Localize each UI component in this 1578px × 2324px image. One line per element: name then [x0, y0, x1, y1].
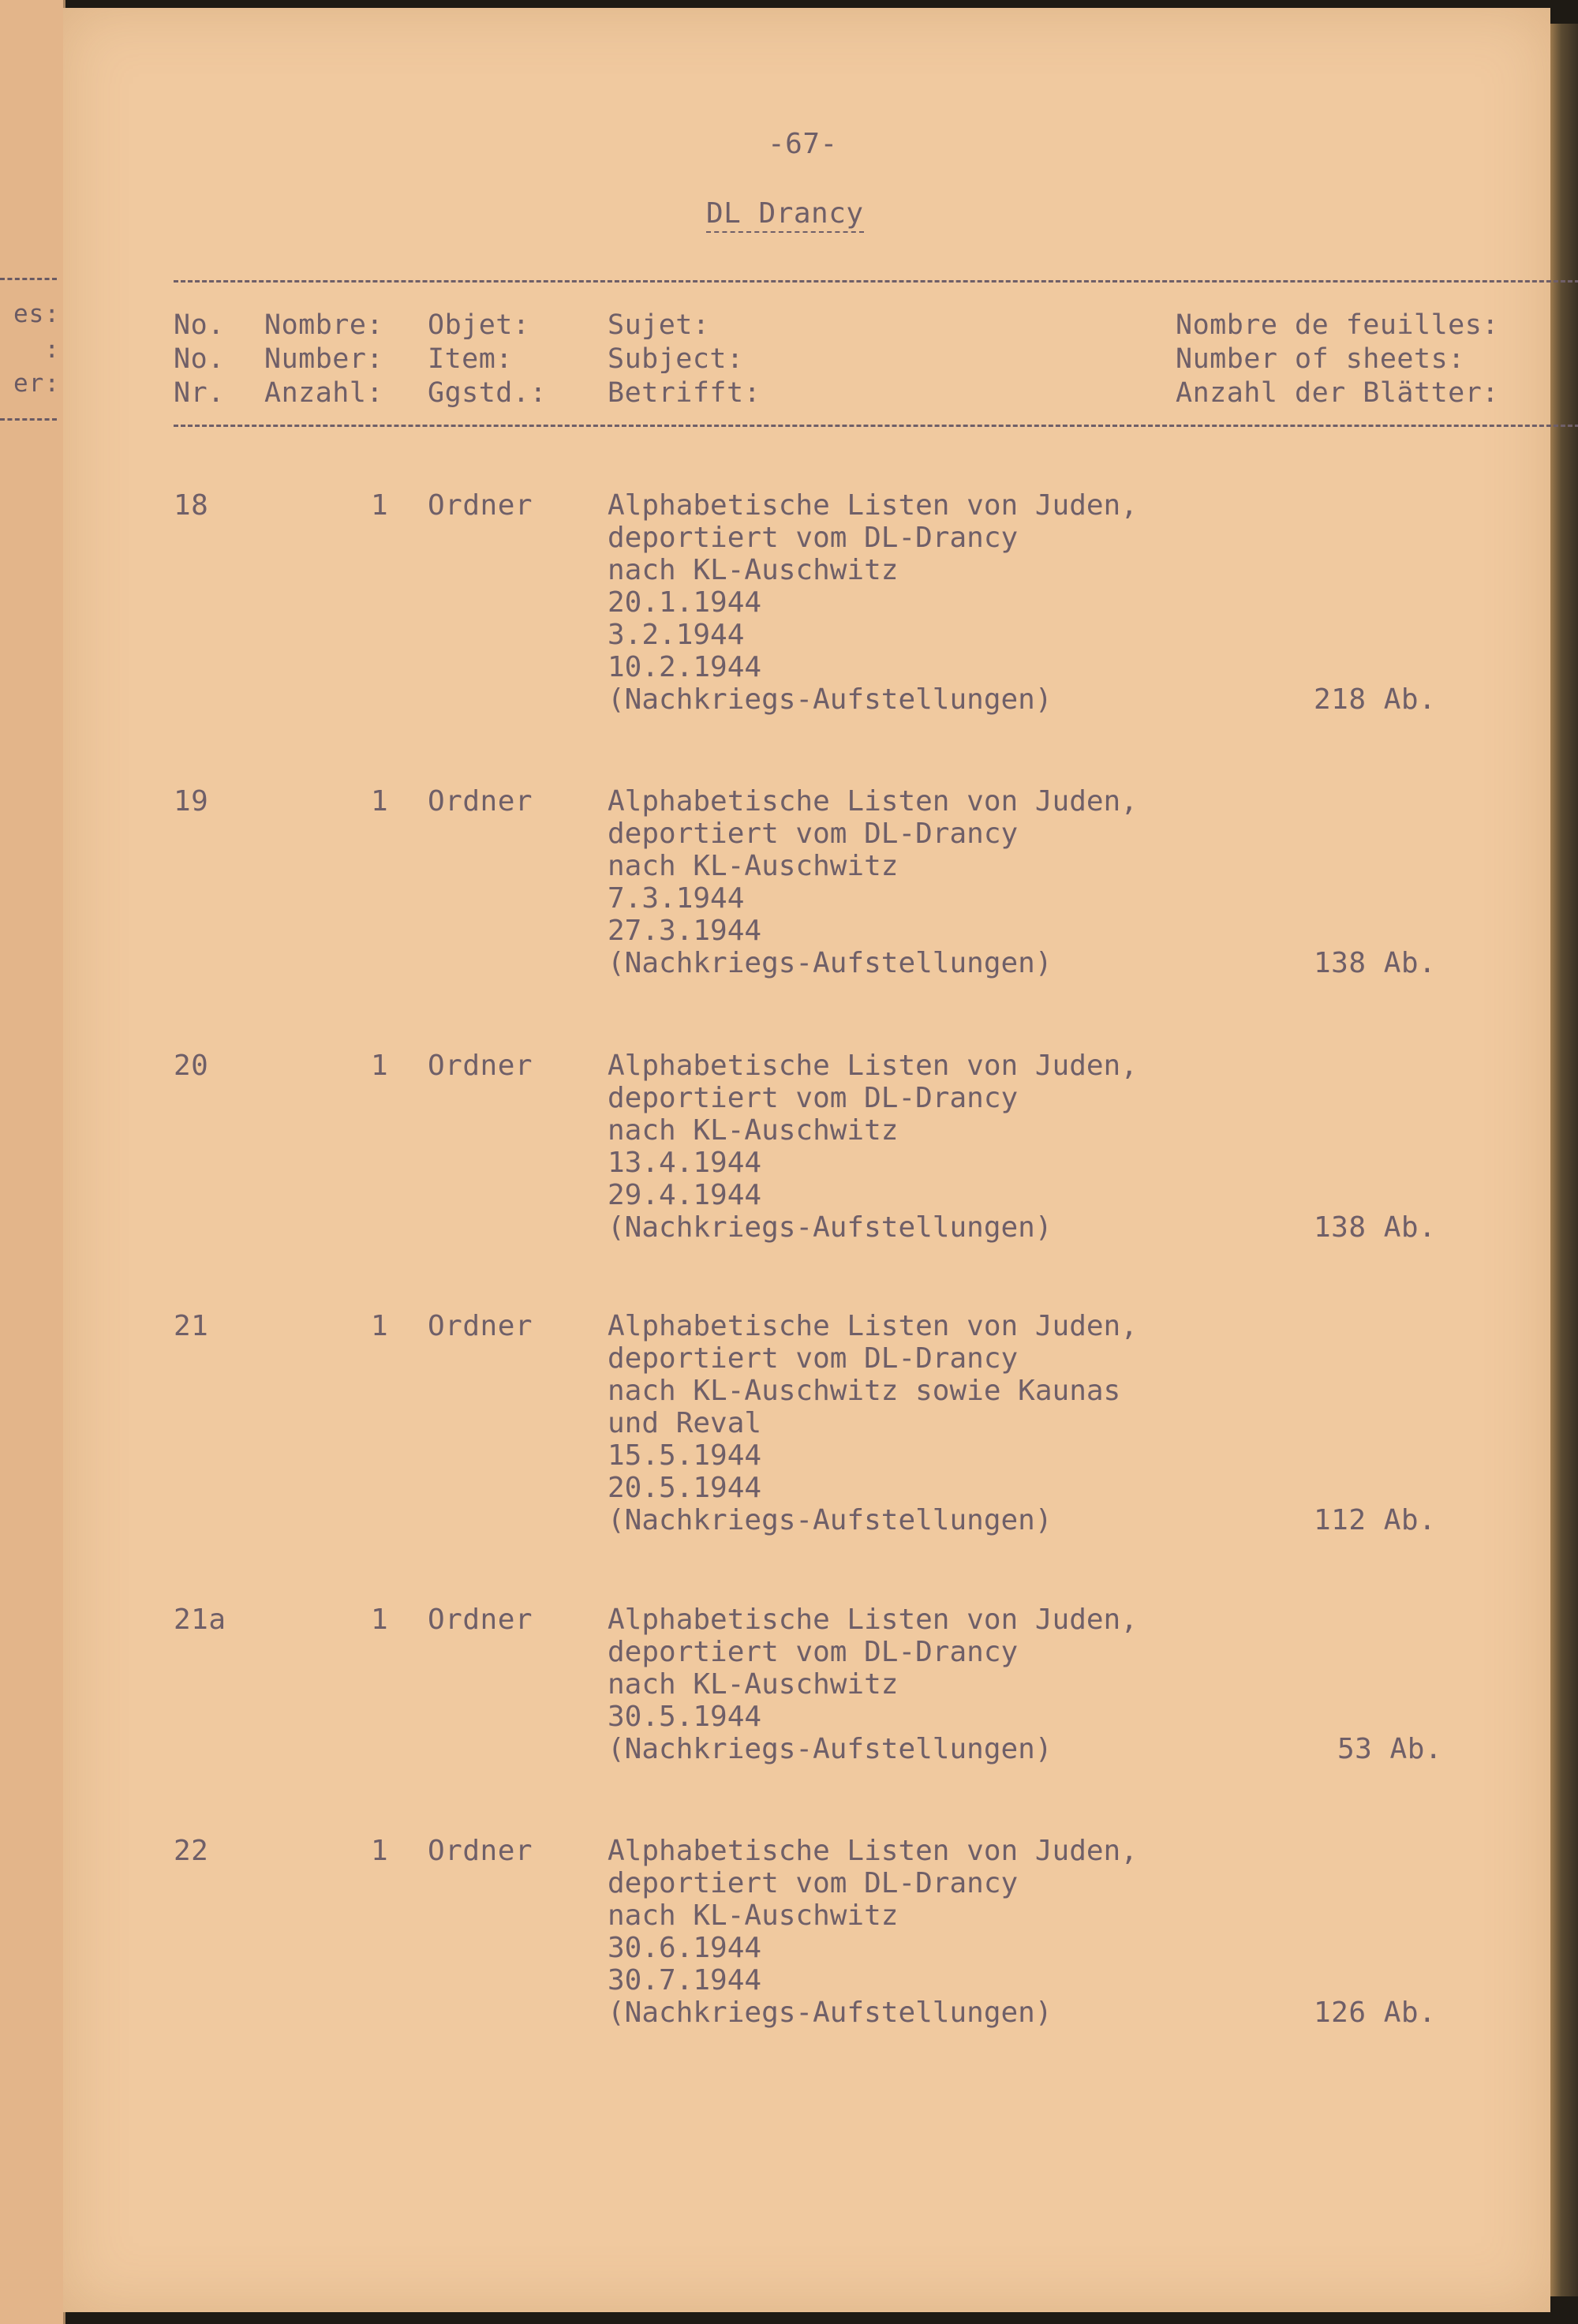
- subject-line: 13.4.1944: [608, 1147, 762, 1179]
- entry-sheets: 138 Ab.: [1314, 1211, 1437, 1244]
- header-item: Item:: [428, 343, 513, 375]
- page-stack-edge: [1550, 24, 1578, 2296]
- entry-item: Ordner: [428, 1835, 533, 1867]
- subject-line: nach KL-Auschwitz sowie Kaunas: [608, 1375, 1121, 1407]
- subject-line: Alphabetische Listen von Juden,: [608, 1310, 1138, 1342]
- subject-line: (Nachkriegs-Aufstellungen): [608, 1211, 1053, 1244]
- subject-line: deportiert vom DL-Drancy: [608, 1867, 1019, 1899]
- subject-line: nach KL-Auschwitz: [608, 850, 899, 882]
- header-quantity: Number:: [264, 343, 384, 375]
- entry-number: 18: [174, 489, 209, 522]
- prev-page-fragment: er:: [13, 369, 60, 398]
- subject-line: deportiert vom DL-Drancy: [608, 1342, 1019, 1375]
- subject-line: nach KL-Auschwitz: [608, 1114, 899, 1147]
- header-sheets: Anzahl der Blätter:: [1176, 377, 1499, 409]
- document-page: [63, 8, 1550, 2312]
- header-item: Ggstd.:: [428, 377, 548, 409]
- subject-line: 30.6.1944: [608, 1932, 762, 1964]
- entry-quantity: 1: [371, 1604, 389, 1636]
- header-subject: Subject:: [608, 343, 744, 375]
- entry-item: Ordner: [428, 785, 533, 818]
- subject-line: 30.5.1944: [608, 1701, 762, 1733]
- entry-item: Ordner: [428, 1604, 533, 1636]
- subject-line: nach KL-Auschwitz: [608, 1668, 899, 1701]
- subject-line: Alphabetische Listen von Juden,: [608, 1050, 1138, 1082]
- entry-number: 21a: [174, 1604, 226, 1636]
- entry-number: 19: [174, 785, 209, 818]
- prev-page-fragment: es:: [13, 300, 60, 328]
- subject-line: Alphabetische Listen von Juden,: [608, 785, 1138, 818]
- header-quantity: Anzahl:: [264, 377, 384, 409]
- subject-line: deportiert vom DL-Drancy: [608, 818, 1019, 850]
- entry-subject: [608, 785, 1138, 979]
- entry-number: 20: [174, 1050, 209, 1082]
- subject-line: (Nachkriegs-Aufstellungen): [608, 1733, 1053, 1765]
- header-item: Objet:: [428, 309, 530, 341]
- entry-quantity: 1: [371, 785, 389, 818]
- subject-line: (Nachkriegs-Aufstellungen): [608, 1504, 1053, 1536]
- subject-line: 30.7.1944: [608, 1964, 762, 1997]
- page-number: -67-: [768, 128, 838, 160]
- prev-page-rule-top: [0, 278, 57, 280]
- entry-sheets: 138 Ab.: [1314, 947, 1437, 979]
- entry-quantity: 1: [371, 1310, 389, 1342]
- entry-number: 21: [174, 1310, 209, 1342]
- entry-quantity: 1: [371, 1050, 389, 1082]
- previous-page-edge: [0, 0, 65, 2324]
- header-sheets: Number of sheets:: [1176, 343, 1465, 375]
- entry-item: Ordner: [428, 1050, 533, 1082]
- entry-item: Ordner: [428, 489, 533, 522]
- header-no: Nr.: [174, 377, 225, 409]
- entry-sheets: 218 Ab.: [1314, 683, 1437, 716]
- entry-sheets: 126 Ab.: [1314, 1997, 1437, 2029]
- subject-line: Alphabetische Listen von Juden,: [608, 1604, 1138, 1636]
- header-subject: Betrifft:: [608, 377, 761, 409]
- subject-line: 15.5.1944: [608, 1439, 762, 1472]
- entry-subject: [608, 1835, 1138, 2029]
- header-no: No.: [174, 343, 225, 375]
- subject-line: deportiert vom DL-Drancy: [608, 1636, 1019, 1668]
- subject-line: (Nachkriegs-Aufstellungen): [608, 947, 1053, 979]
- entry-subject: [608, 489, 1138, 716]
- page-title: DL Drancy: [706, 197, 864, 233]
- header-quantity: Nombre:: [264, 309, 384, 341]
- subject-line: 27.3.1944: [608, 915, 762, 947]
- prev-page-fragment: :: [44, 335, 60, 364]
- entry-item: Ordner: [428, 1310, 533, 1342]
- header-rule-bottom: [174, 425, 1578, 427]
- subject-line: 20.1.1944: [608, 586, 762, 619]
- entry-quantity: 1: [371, 1835, 389, 1867]
- entry-subject: [608, 1310, 1138, 1536]
- subject-line: 20.5.1944: [608, 1472, 762, 1504]
- header-rule-top: [174, 280, 1578, 283]
- entry-number: 22: [174, 1835, 209, 1867]
- entry-subject: [608, 1050, 1138, 1244]
- subject-line: nach KL-Auschwitz: [608, 1899, 899, 1932]
- subject-line: Alphabetische Listen von Juden,: [608, 1835, 1138, 1867]
- subject-line: 3.2.1944: [608, 619, 745, 651]
- subject-line: (Nachkriegs-Aufstellungen): [608, 1997, 1053, 2029]
- subject-line: Alphabetische Listen von Juden,: [608, 489, 1138, 522]
- subject-line: und Reval: [608, 1407, 762, 1439]
- entry-sheets: 112 Ab.: [1314, 1504, 1437, 1536]
- subject-line: nach KL-Auschwitz: [608, 554, 899, 586]
- subject-line: deportiert vom DL-Drancy: [608, 522, 1019, 554]
- subject-line: 7.3.1944: [608, 882, 745, 915]
- entry-sheets: 53 Ab.: [1337, 1733, 1443, 1765]
- header-no: No.: [174, 309, 225, 341]
- header-sheets: Nombre de feuilles:: [1176, 309, 1499, 341]
- header-subject: Sujet:: [608, 309, 710, 341]
- subject-line: (Nachkriegs-Aufstellungen): [608, 683, 1053, 716]
- subject-line: 29.4.1944: [608, 1179, 762, 1211]
- subject-line: 10.2.1944: [608, 651, 762, 683]
- entry-quantity: 1: [371, 489, 389, 522]
- subject-line: deportiert vom DL-Drancy: [608, 1082, 1019, 1114]
- prev-page-rule-bottom: [0, 418, 57, 421]
- entry-subject: [608, 1604, 1138, 1765]
